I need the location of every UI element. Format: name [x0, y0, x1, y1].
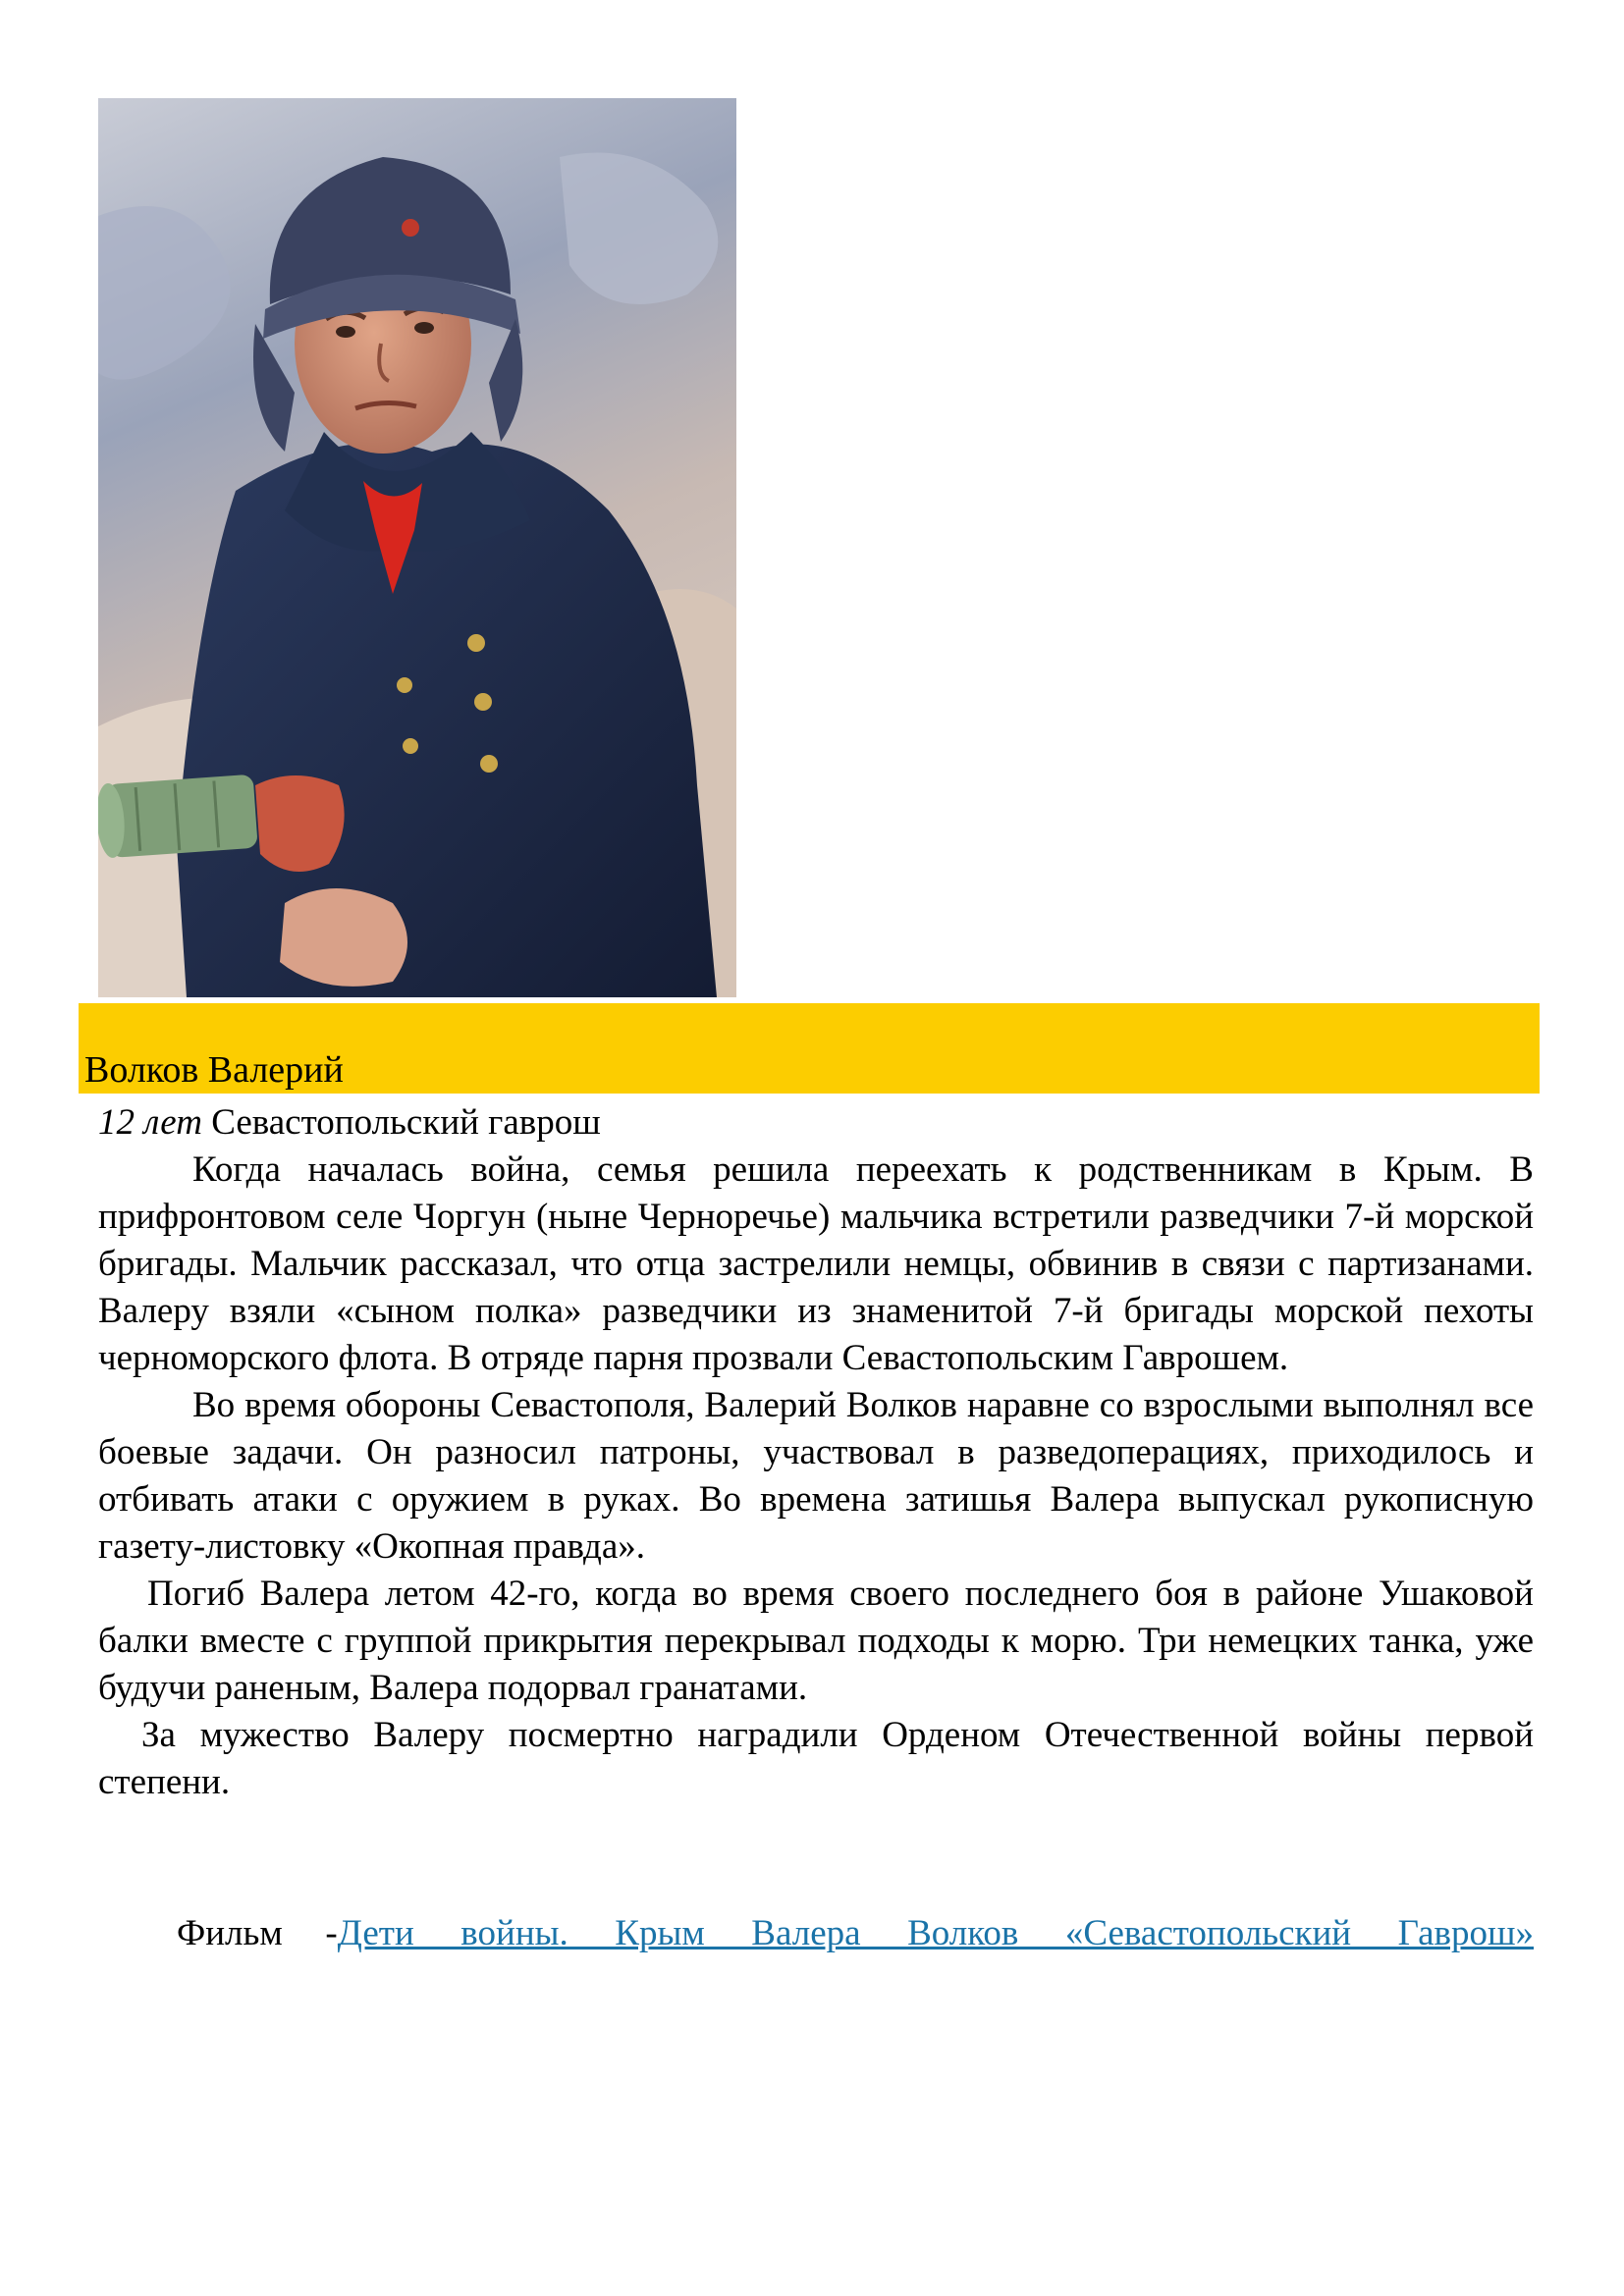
article-body: [98, 1099, 1534, 1806]
paragraph-3: Погиб Валера летом 42-го, когда во время своего последнего боя в районе Ушаковой балки вместе с группой прикрытия перекрывал подходы к морю. Три немецких танка, уже будучи раненым, Валера подорвал гранатами.: [98, 1574, 1534, 1708]
person-name: Волков Валерий: [84, 1049, 344, 1091]
name-band: [79, 1003, 1540, 1094]
paragraph-2: Во время обороны Севастополя, Валерий Волков наравне со взрослыми выполнял все боевые задачи. Он разносил патроны, участвовал в разведоперациях, приходилось и отбивать атаки с оружием в руках. Во времена затишья Валера выпускал рукописную газету-листовку «Окопная правда».: [98, 1385, 1534, 1567]
paragraph-4: За мужество Валеру посмертно наградили Орденом Отечественной войны первой степени.: [98, 1715, 1534, 1802]
film-reference: [177, 1910, 1534, 1957]
subtitle: [98, 1099, 1534, 1147]
paragraph-1: Когда началась война, семья решила переехать к родственникам в Крым. В прифронтовом селе Чоргун (ныне Черноречье) мальчика встретили разведчики 7-й морской бригады. Мальчик рассказал, что отца застрелили немцы, обвинив в связи с партизанами. Валеру взяли «сыном полка» разведчики из знаменитой 7-й бригады морской пехоты черноморского флота. В отряде парня прозвали Севастопольским Гаврошем.: [98, 1149, 1534, 1378]
age-label: 12 лет: [98, 1102, 202, 1143]
portrait-image: [98, 98, 736, 997]
film-link[interactable]: Дети войны. Крым Валера Волков «Севастопольский Гаврош»: [337, 1913, 1534, 1953]
film-label: Фильм -: [177, 1913, 338, 1953]
nickname: Севастопольский гаврош: [211, 1102, 601, 1143]
